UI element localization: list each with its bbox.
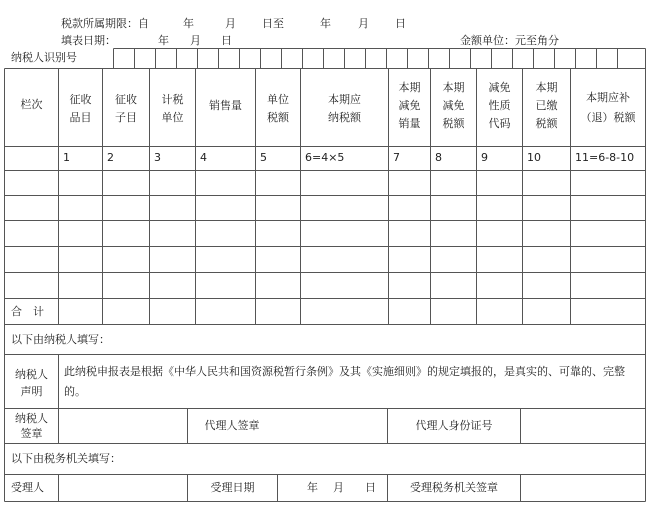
period-year-label: 年 xyxy=(183,17,194,30)
declaration-text: 此纳税申报表是根据《中华人民共和国资源税暂行条例》及其《实施细则》的规定填报的，是真实的、可靠的、完整的。 xyxy=(64,365,625,398)
receive-day-label: 日 xyxy=(365,481,376,494)
agent-sign-label: 代理人签章 xyxy=(204,419,260,432)
receive-year-label: 年 xyxy=(307,481,318,494)
period-end-day-label: 日 xyxy=(395,17,406,30)
col-header-exempt-volume: 本期 减免 销量 xyxy=(398,81,421,130)
col-header-levy-subitem: 征收 子目 xyxy=(115,93,137,124)
receiver-label: 受理人 xyxy=(11,481,44,494)
taxpayer-section-heading: 以下由纳税人填写： xyxy=(11,333,110,346)
declaration-label: 纳税人 声明 xyxy=(15,368,48,398)
period-end-year-label: 年 xyxy=(320,17,331,30)
col-header-exempt-code: 减免 性质 代码 xyxy=(488,81,511,130)
total-label: 合 计 xyxy=(11,305,44,318)
col-header-row-no: 栏次 xyxy=(20,98,43,111)
fill-year-label: 年 xyxy=(158,34,169,47)
taxpayer-sign-label: 纳税人 签章 xyxy=(15,412,48,440)
col-header-unit-tax: 单位 税额 xyxy=(267,93,289,124)
col-header-tax-payable: 本期应 纳税额 xyxy=(328,93,361,124)
index-cell: 1 xyxy=(63,151,70,164)
col-header-tax-due: 本期应补 （退）税额 xyxy=(580,91,636,124)
index-cell: 3 xyxy=(154,151,161,164)
period-end-month-label: 月 xyxy=(358,17,369,30)
tax-office-section-heading: 以下由税务机关填写： xyxy=(11,452,121,465)
col-header-levy-item: 征收 品目 xyxy=(69,93,92,124)
fill-month-label: 月 xyxy=(190,34,201,47)
col-header-tax-paid: 本期 已缴 税额 xyxy=(535,81,558,130)
index-cell: 4 xyxy=(200,151,207,164)
period-label: 税款所属期限：自 xyxy=(61,17,149,30)
index-cell: 8 xyxy=(435,151,442,164)
index-cell: 2 xyxy=(107,151,114,164)
index-cell: 10 xyxy=(527,151,541,164)
index-cell: 5 xyxy=(260,151,267,164)
col-header-tax-unit: 计税 单位 xyxy=(161,93,184,124)
col-header-sales-volume: 销售量 xyxy=(209,99,242,112)
receive-date-label: 受理日期 xyxy=(210,481,255,494)
index-cell: 9 xyxy=(481,151,488,164)
agent-id-label: 代理人身份证号 xyxy=(415,419,493,432)
office-seal-label: 受理税务机关签章 xyxy=(410,481,498,494)
receive-month-label: 月 xyxy=(333,481,344,494)
index-cell: 11=6-8-10 xyxy=(575,151,635,164)
period-day-to-label: 日至 xyxy=(262,17,284,30)
index-cell: 7 xyxy=(393,151,400,164)
index-cell: 6=4×5 xyxy=(305,151,345,164)
period-month-label: 月 xyxy=(225,17,236,30)
fill-day-label: 日 xyxy=(221,34,232,47)
col-header-exempt-amount: 本期 减免 税额 xyxy=(442,81,465,130)
amount-unit-label: 金额单位：元至角分 xyxy=(460,34,559,47)
fill-date-label: 填表日期： xyxy=(61,34,116,47)
taxpayer-id-label: 纳税人识别号 xyxy=(11,51,77,64)
